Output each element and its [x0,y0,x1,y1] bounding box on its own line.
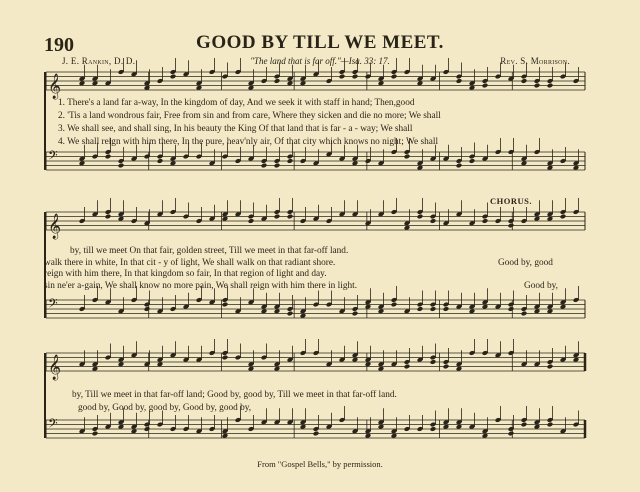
note-head [430,426,437,432]
note-head [261,163,268,169]
page-number: 190 [44,34,74,56]
note-head [469,158,476,164]
note-head [274,163,281,169]
note-head [92,431,99,437]
note-head [417,306,424,312]
note-head [508,431,515,437]
hymn-title: GOOD BY TILL WE MEET. [196,32,444,53]
note-head [482,83,489,89]
bass-clef-icon: 𝄢 [48,148,58,166]
chorus-lyric-line-2: walk there in white, In that cit - y of light, We shall walk on that radiant shore. [44,258,336,268]
note-head [521,78,528,84]
note-head [222,355,229,361]
note-head [560,214,567,220]
note-head [313,431,320,437]
note-head [443,306,450,312]
note-head [430,218,437,224]
note-head [430,306,437,312]
note-head [404,364,411,370]
note-head [274,214,281,220]
verse-2: 2. 'Tis a land wondrous fair, Free from sin and from care, Where they sicken and die no more; We shall [58,111,441,121]
verse-4: 4. We shall reign with him there, In the pure, heav'nly air, Of that city which knows no night; We shall [58,137,439,147]
chorus-label: CHORUS. [490,196,532,206]
chorus-lyric-line-4-right: Good by, [524,281,559,291]
note-head [482,218,489,224]
note-head [521,422,528,428]
note-head [456,78,463,84]
note-head [105,214,112,220]
note-head [222,302,229,308]
note-head [521,311,528,317]
chorus-lyric-line-1: by, till we meet On that fair, golden street, Till we meet in that far-off land. [70,246,349,256]
note-head [287,311,294,317]
system3-treble-lyric: by, Till we meet in that far-off land; Good by, good by, Till we meet in that far-off land. [72,390,397,400]
note-head [352,74,359,80]
note-head [508,223,515,229]
note-head [274,78,281,84]
note-head [547,83,554,89]
note-head [287,214,294,220]
chorus-lyric-line-2-right: Good by, good [498,258,553,268]
note-head [352,311,359,317]
note-head [547,422,554,428]
verse-3: 3. We shall see, and shall sing, In his beauty the King Of that land that is far - a - way; We shall [58,124,413,134]
note-head [248,218,255,224]
note-head [144,426,151,432]
note-head [105,154,112,160]
note-head [547,364,554,370]
note-head [430,359,437,365]
note-head [170,74,177,80]
note-head [391,302,398,308]
treble-clef-icon: 𝄞 [48,74,62,99]
note-head [508,306,515,312]
bass-clef-icon: 𝄢 [48,416,58,434]
note-head [287,158,294,164]
note-head [144,306,151,312]
verse-1: 1. There's a land far a-way, In the kingdom of day, And we seek it with staff in hand; Then,good [58,98,415,108]
note-head [391,74,398,80]
note-head [534,83,541,89]
bass-clef-icon: 𝄢 [48,296,58,314]
system3-bass-lyric: good by, Good by, good by, Good by, good by, [78,403,252,413]
note-head [443,364,450,370]
note-head [456,163,463,169]
note-head [417,214,424,220]
note-head [339,74,346,80]
publication-credit: From "Gospel Bells," by permission. [257,459,383,469]
scripture-epigraph: "The land that is far off."—Isa. 33: 17. [250,56,390,66]
chorus-lyric-line-3: reign with him there, In that kingdom so fair, In that region of light and day. [44,269,327,279]
note-head [157,158,164,164]
treble-clef-icon: 𝄞 [48,355,62,380]
treble-clef-icon: 𝄞 [48,214,62,239]
author-credit: J. E. Rankin, D. D. [62,56,136,66]
note-head [404,154,411,160]
note-head [118,163,125,169]
chorus-lyric-line-4: sin ne'er a-gain, We shall know no more pain, We shall reign with him there in light. [44,281,358,291]
composer-credit: Rev. S. Morrison. [500,56,570,66]
